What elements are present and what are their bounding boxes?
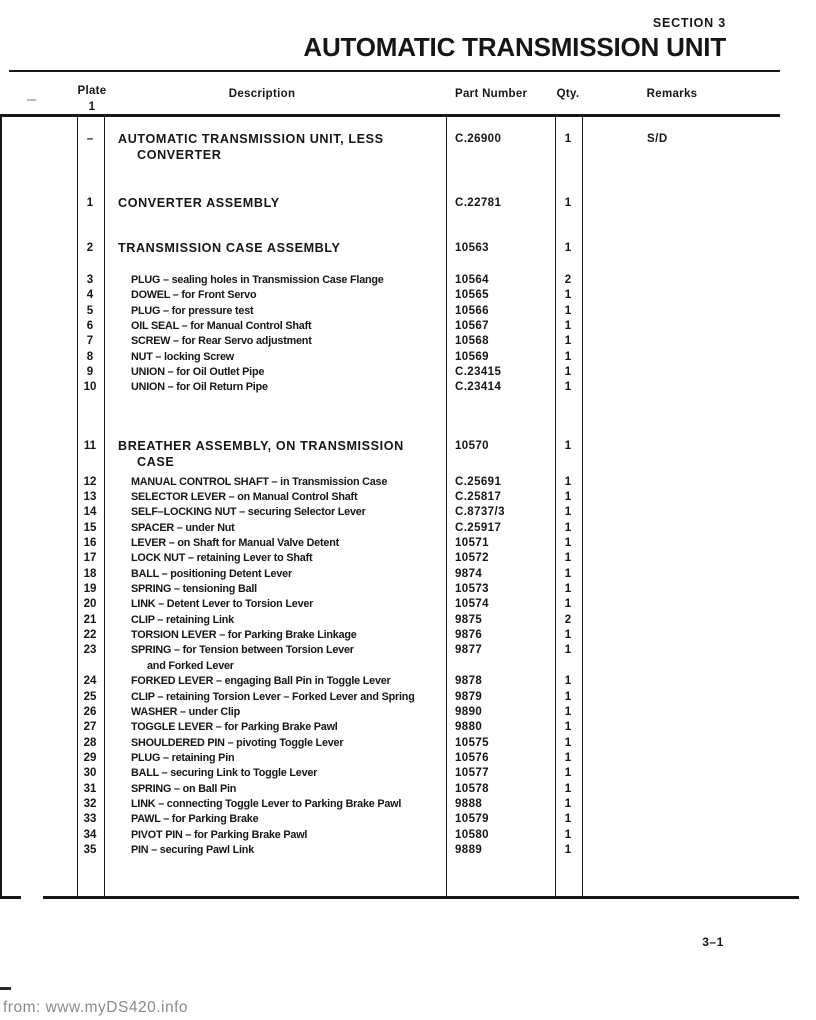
column-header-description: Description <box>228 88 296 100</box>
watermark-source-text: from: www.myDS420.info <box>3 999 188 1016</box>
cell-qty: 1 <box>564 844 572 856</box>
cell-description: DOWEL – for Front Servo <box>131 289 257 301</box>
cell-plate: 29 <box>83 752 97 764</box>
cell-part-number: 10571 <box>455 537 489 549</box>
cell-part-number: C.22781 <box>455 197 502 209</box>
cell-part-number: C.8737/3 <box>455 506 505 518</box>
column-header-plate-number: 1 <box>88 101 96 113</box>
table-row <box>0 750 816 766</box>
table-row <box>0 796 816 812</box>
table-row <box>0 673 816 689</box>
cell-plate: 1 <box>86 197 94 209</box>
cell-part-number: 10565 <box>455 289 489 301</box>
table-border-top <box>9 70 780 72</box>
cell-part-number: C.23414 <box>455 381 502 393</box>
cell-plate: 16 <box>83 537 97 549</box>
cell-qty: 1 <box>564 440 572 452</box>
cell-part-number: 9878 <box>455 675 483 687</box>
table-row <box>0 474 816 490</box>
table-row <box>0 333 816 349</box>
cell-description: PLUG – retaining Pin <box>131 752 235 764</box>
cell-plate: 25 <box>83 691 97 703</box>
cell-description: PLUG – sealing holes in Transmission Case Flange <box>131 274 384 286</box>
cell-description: PIVOT PIN – for Parking Brake Pawl <box>131 829 308 841</box>
cell-plate: 13 <box>83 491 97 503</box>
cell-description: SHOULDERED PIN – pivoting Toggle Lever <box>131 737 344 749</box>
cell-qty: 1 <box>564 644 572 656</box>
cell-description: AUTOMATIC TRANSMISSION UNIT, LESS <box>118 132 384 146</box>
cell-description: LOCK NUT – retaining Lever to Shaft <box>131 552 313 564</box>
cell-plate: 30 <box>83 767 97 779</box>
cell-plate: 4 <box>86 289 94 301</box>
column-header-part-number: Part Number <box>455 88 528 100</box>
cell-plate: 31 <box>83 783 97 795</box>
cell-part-number: 10577 <box>455 767 489 779</box>
cell-part-number: 10575 <box>455 737 489 749</box>
cell-qty: 1 <box>564 629 572 641</box>
table-row <box>0 504 816 520</box>
cell-remarks: S/D <box>647 133 668 145</box>
cell-plate: 2 <box>86 242 94 254</box>
cell-plate: 11 <box>83 440 97 452</box>
cell-plate: 21 <box>83 614 97 626</box>
cell-part-number: 10569 <box>455 351 489 363</box>
cell-qty: 1 <box>564 133 572 145</box>
page-title: AUTOMATIC TRANSMISSION UNIT <box>303 32 726 62</box>
cell-description: PIN – securing Pawl Link <box>131 844 255 856</box>
cell-description: OIL SEAL – for Manual Control Shaft <box>131 320 312 332</box>
cell-part-number: 10572 <box>455 552 489 564</box>
cell-description: PAWL – for Parking Brake <box>131 813 259 825</box>
table-row <box>0 689 816 705</box>
cell-qty: 2 <box>564 274 572 286</box>
cell-part-number: C.25917 <box>455 522 502 534</box>
cell-qty: 1 <box>564 691 572 703</box>
cell-description: TOGGLE LEVER – for Parking Brake Pawl <box>131 721 338 733</box>
table-row <box>0 349 816 365</box>
cell-part-number: 9889 <box>455 844 483 856</box>
cell-description: NUT – locking Screw <box>131 351 234 363</box>
cell-plate: 35 <box>83 844 97 856</box>
table-row <box>0 318 816 334</box>
table-row <box>0 612 816 628</box>
cell-plate: 19 <box>83 583 97 595</box>
cell-description: LEVER – on Shaft for Manual Valve Detent <box>131 537 339 549</box>
cell-qty: 1 <box>564 506 572 518</box>
cell-qty: 1 <box>564 798 572 810</box>
table-row <box>0 438 816 469</box>
table-row <box>0 827 816 843</box>
cell-description: SPACER – under Nut <box>131 522 235 534</box>
table-row <box>0 520 816 536</box>
cell-plate: 6 <box>86 320 94 332</box>
cell-qty: 1 <box>564 242 572 254</box>
cell-qty: 1 <box>564 381 572 393</box>
scan-artifact-mark <box>0 987 11 990</box>
page-number: 3–1 <box>702 935 724 949</box>
cell-plate: 12 <box>83 476 97 488</box>
cell-part-number: 10568 <box>455 335 489 347</box>
cell-part-number: 10563 <box>455 242 489 254</box>
cell-qty: 1 <box>564 568 572 580</box>
cell-part-number: 9888 <box>455 798 483 810</box>
cell-plate: 20 <box>83 598 97 610</box>
table-row <box>0 272 816 288</box>
cell-description: BALL – securing Link to Toggle Lever <box>131 767 318 779</box>
cell-description: SELF–LOCKING NUT – securing Selector Lever <box>131 506 366 518</box>
cell-description-line2: CASE <box>137 455 175 469</box>
cell-plate: 27 <box>83 721 97 733</box>
cell-plate: 26 <box>83 706 97 718</box>
table-border-bottom <box>43 896 799 899</box>
cell-plate: 34 <box>83 829 97 841</box>
cell-qty: 1 <box>564 813 572 825</box>
cell-part-number: 10580 <box>455 829 489 841</box>
cell-qty: 1 <box>564 552 572 564</box>
cell-plate: 14 <box>83 506 97 518</box>
cell-plate: – <box>86 133 94 145</box>
cell-part-number: C.25691 <box>455 476 502 488</box>
cell-qty: 1 <box>564 583 572 595</box>
cell-qty: 1 <box>564 537 572 549</box>
table-row <box>0 842 816 858</box>
table-header-divider <box>0 114 780 117</box>
cell-part-number: 9880 <box>455 721 483 733</box>
cell-plate: 5 <box>86 305 94 317</box>
cell-qty: 1 <box>564 289 572 301</box>
cell-part-number: 9877 <box>455 644 483 656</box>
table-row <box>0 765 816 781</box>
cell-plate: 32 <box>83 798 97 810</box>
table-row <box>0 811 816 827</box>
cell-plate: 17 <box>83 552 97 564</box>
cell-description: CLIP – retaining Link <box>131 614 234 626</box>
column-header-remarks: Remarks <box>646 88 698 100</box>
table-row <box>0 195 816 211</box>
column-header-plate: Plate <box>77 85 107 97</box>
cell-part-number: 9874 <box>455 568 483 580</box>
cell-part-number: 10566 <box>455 305 489 317</box>
cell-plate: 3 <box>86 274 94 286</box>
column-header-qty: Qty. <box>556 88 580 100</box>
cell-qty: 1 <box>564 351 572 363</box>
cell-qty: 1 <box>564 476 572 488</box>
table-row <box>0 627 816 643</box>
cell-qty: 1 <box>564 366 572 378</box>
cell-qty: 1 <box>564 320 572 332</box>
table-row <box>0 781 816 797</box>
cell-part-number: 9876 <box>455 629 483 641</box>
cell-part-number: C.23415 <box>455 366 502 378</box>
cell-part-number: 10578 <box>455 783 489 795</box>
cell-description: BALL – positioning Detent Lever <box>131 568 292 580</box>
table-row <box>0 596 816 612</box>
cell-description: SPRING – on Ball Pin <box>131 783 237 795</box>
table-row <box>0 642 816 672</box>
cell-description: UNION – for Oil Return Pipe <box>131 381 268 393</box>
cell-qty: 1 <box>564 335 572 347</box>
cell-description: SCREW – for Rear Servo adjustment <box>131 335 312 347</box>
cell-plate: 18 <box>83 568 97 580</box>
table-row <box>0 581 816 597</box>
cell-qty: 1 <box>564 767 572 779</box>
cell-qty: 1 <box>564 197 572 209</box>
cell-description: TRANSMISSION CASE ASSEMBLY <box>118 241 341 255</box>
cell-part-number: 10567 <box>455 320 489 332</box>
cell-part-number: 10564 <box>455 274 489 286</box>
cell-qty: 1 <box>564 783 572 795</box>
table-row <box>0 535 816 551</box>
cell-part-number: 10570 <box>455 440 489 452</box>
cell-part-number: 9890 <box>455 706 483 718</box>
cell-description: CONVERTER ASSEMBLY <box>118 196 280 210</box>
cell-plate: 15 <box>83 522 97 534</box>
cell-plate: 33 <box>83 813 97 825</box>
cell-description: FORKED LEVER – engaging Ball Pin in Toggle Lever <box>131 675 391 687</box>
cell-description: SELECTOR LEVER – on Manual Control Shaft <box>131 491 358 503</box>
cell-qty: 1 <box>564 598 572 610</box>
cell-plate: 23 <box>83 644 97 656</box>
cell-qty: 1 <box>564 522 572 534</box>
cell-plate: 22 <box>83 629 97 641</box>
cell-qty: 1 <box>564 752 572 764</box>
cell-description: SPRING – tensioning Ball <box>131 583 257 595</box>
cell-qty: 1 <box>564 721 572 733</box>
cell-description: SPRING – for Tension between Torsion Lever <box>131 644 354 656</box>
table-row <box>0 131 816 162</box>
cell-part-number: 9879 <box>455 691 483 703</box>
cell-description: BREATHER ASSEMBLY, ON TRANSMISSION <box>118 439 404 453</box>
table-row <box>0 704 816 720</box>
cell-description: PLUG – for pressure test <box>131 305 254 317</box>
cell-part-number: C.26900 <box>455 133 502 145</box>
table-border-bottom-left-segment <box>0 896 21 899</box>
cell-qty: 1 <box>564 305 572 317</box>
cell-part-number: C.25817 <box>455 491 502 503</box>
cell-part-number: 10574 <box>455 598 489 610</box>
table-row <box>0 566 816 582</box>
cell-description-line2: and Forked Lever <box>147 660 234 672</box>
table-row <box>0 489 816 505</box>
cell-description-line2: CONVERTER <box>137 148 222 162</box>
cell-part-number: 9875 <box>455 614 483 626</box>
cell-plate: 9 <box>86 366 94 378</box>
cell-plate: 24 <box>83 675 97 687</box>
cell-description: TORSION LEVER – for Parking Brake Linkage <box>131 629 357 641</box>
cell-plate: 28 <box>83 737 97 749</box>
cell-description: UNION – for Oil Outlet Pipe <box>131 366 265 378</box>
cell-part-number: 10576 <box>455 752 489 764</box>
section-label: SECTION 3 <box>652 16 726 30</box>
table-row <box>0 735 816 751</box>
table-row <box>0 550 816 566</box>
cell-description: WASHER – under Clip <box>131 706 240 718</box>
cell-plate: 7 <box>86 335 94 347</box>
cell-qty: 2 <box>564 614 572 626</box>
cell-qty: 1 <box>564 737 572 749</box>
cell-description: LINK – Detent Lever to Torsion Lever <box>131 598 314 610</box>
table-row <box>0 719 816 735</box>
table-row <box>0 240 816 256</box>
cell-qty: 1 <box>564 675 572 687</box>
cell-plate: 10 <box>83 381 97 393</box>
cell-part-number: 10573 <box>455 583 489 595</box>
table-row <box>0 287 816 303</box>
cell-qty: 1 <box>564 491 572 503</box>
cell-description: LINK – connecting Toggle Lever to Parking Brake Pawl <box>131 798 402 810</box>
cell-part-number: 10579 <box>455 813 489 825</box>
cell-plate: 8 <box>86 351 94 363</box>
table-row <box>0 379 816 395</box>
table-row <box>0 303 816 319</box>
scan-artifact-dash <box>27 99 36 101</box>
table-row <box>0 364 816 380</box>
cell-description: CLIP – retaining Torsion Lever – Forked Lever and Spring <box>131 691 415 703</box>
cell-description: MANUAL CONTROL SHAFT – in Transmission Case <box>131 476 388 488</box>
cell-qty: 1 <box>564 706 572 718</box>
cell-qty: 1 <box>564 829 572 841</box>
